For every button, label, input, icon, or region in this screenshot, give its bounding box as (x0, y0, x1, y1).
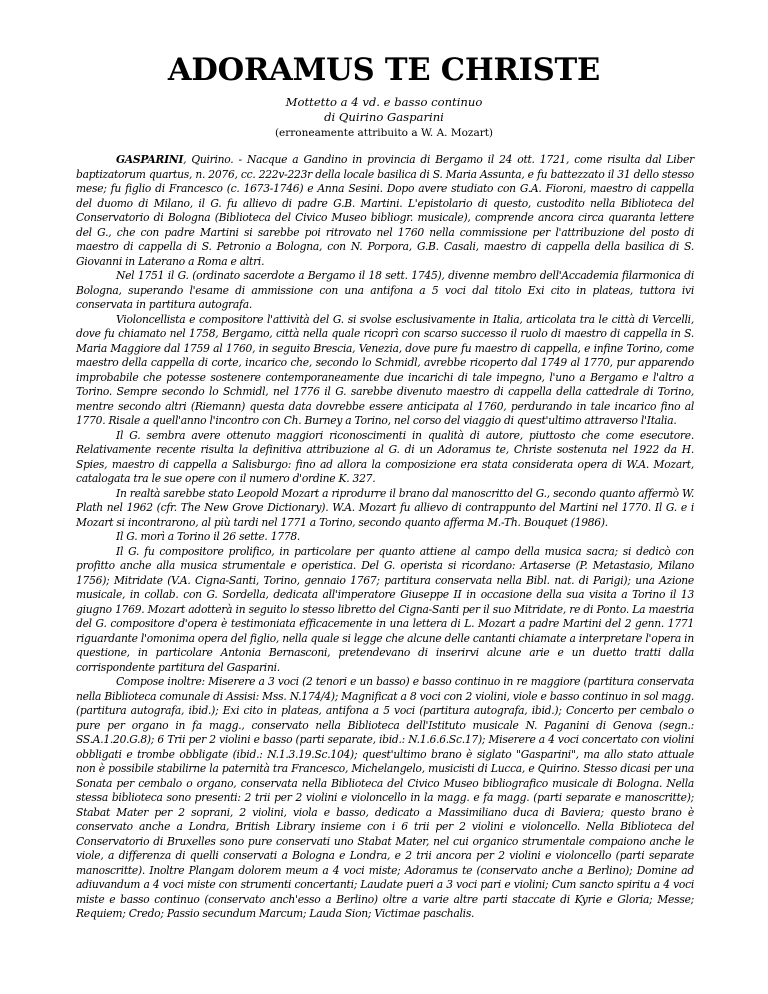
paragraph-4: Il G. sembra avere ottenuto maggiori riconoscimenti in qualità di autore, piuttosto che come esecutore. Relativamente recente risulta la definitiva attribuzione al G. di un Adoramus te, Christe sostenuta nel 1922 da H. Spies, maestro di cappella a Salisburgo: fino ad allora la composizione era stata considerata opera di W.A. Mozart, catalogata tra le sue opere con il numero d'ordine K. 327. (76, 428, 694, 485)
paragraph-5: In realtà sarebbe stato Leopold Mozart a riprodurre il brano dal manoscritto del G., secondo quanto affermò W. Plath nel 1962 (cfr. The New Grove Dictionary). W.A. Mozart fu allievo di contrappunto del Martini nel 1770. Il G. e i Mozart si incontrarono, al più tardi nel 1771 a Torino, secondo quanto afferma M.-Th. Bouquet (1986). (76, 486, 694, 529)
paragraph-1 (76, 153, 694, 269)
paragraph-2: Nel 1751 il G. (ordinato sacerdote a Bergamo il 18 sett. 1745), divenne membro dell'Accademia filarmonica di Bologna, superando l'esame di ammissione con una antifona a 5 voci dal titolo Exi cito in plateas, tuttora ivi conservata in partitura autografa. (76, 269, 694, 311)
document-title: ADORAMUS TE CHRISTE (167, 52, 601, 88)
paragraph-8: Compose inoltre: Miserere a 3 voci (2 tenori e un basso) e basso continuo in re maggiore (partitura conservata nella Biblioteca comunale di Assisi: Mss. N.174/4); Magnificat a 8 voci con 2 violini, viole e basso continuo in sol magg. (partitura autografa, ibid.); Exi cito in plateas, antifona a 5 voci (partitura autografa, ibid.); Concerto per cembalo o pure per organo in fa magg., conservato nella Biblioteca dell'Istituto musicale N. Paganini di Genova (segn.: SS.A.1.20.G.8); 6 Trii per 2 violini e basso (parti separate, ibid.: N.1.6.6.Sc.17); Miserere a 4 voci concertato con violini obbligati e trombe obbligate (ibid.: N.1.3.19.Sc.104); quest'ultimo brano è siglato "Gasparini", ma allo stato attuale non è possibile stabilirne la paternità tra Francesco, Michelangelo, musicisti di Lucca, e Quirino. Stesso dicasi per una Sonata per cembalo o organo, conservata nella Biblioteca del Civico Museo bibliografico musicale di Bologna. Nella stessa biblioteca sono presenti: 2 trii per 2 violini e violoncello in la magg. e fa magg. (parti separate e manoscritte); Stabat Mater per 2 soprani, 2 violini, viola e basso, dedicato a Massimiliano duca di Baviera; questo brano è conservato anche a Londra, British Library insieme con i 6 trii per 2 violini e violoncello. Nella Biblioteca del Conservatorio di Bruxelles sono pure conservati uno Stabat Mater, nel cui organico strumentale compaiono anche le viole, a differenza di quelli conservati a Bologna e Londra, e 2 trii ancora per 2 violini e violoncello (parti separate manoscritte). Inoltre Plangam dolorem meum a 4 voci miste; Adoramus te (conservato anche a Berlino); Domine ad adiuvandum a 4 voci miste con strumenti concertanti; Laudate pueri a 3 voci pari e violini; Cum sancto spiritu a 4 voci miste e basso continuo (conservato anch'esso a Berlino) oltre a varie altre parti staccate di Kyrie e Gloria; Messe; Requiem; Credo; Passio secundum Marcum; Lauda Sion; Victimae paschalis. (76, 675, 694, 920)
paragraph-7: Il G. fu compositore prolifico, in particolare per quanto attiene al campo della musica sacra; si dedicò con profitto anche alla musica strumentale e operistica. Del G. operista si ricordano: Artaserse (P. Metastasio, Milano 1756); Mitridate (V.A. Cigna-Santi, Torino, gennaio 1767; partitura conservata nella Bibl. nat. di Parigi); una Azione musicale, in collab. con G. Sordella, dedicata all'imperatore Giuseppe II in occasione della sua visita a Torino il 13 giugno 1769. Mozart adotterà in seguito lo stesso libretto del Cigna-Santi per il suo Mitridate, re di Ponto. La maestria del G. compositore d'opera è testimoniata efficacemente in una lettera di L. Mozart a padre Martini del 2 genn. 1771 riguardante l'omonima opera del figlio, nella quale si legge che alcune delle cantanti chiamate a interpretare l'opera in questione, in particolare Antonia Bernasconi, pretendevano di inserirvi alcune arie e un duetto tratti dalla corrispondente partitura del Gasparini. (76, 544, 694, 674)
paragraph-3: Violoncellista e compositore l'attività del G. si svolse esclusivamente in Italia, articolata tra le città di Vercelli, dove fu chiamato nel 1758, Bergamo, città nella quale ricoprì con scarso successo il ruolo di maestro di cappella in S. Maria Maggiore dal 1759 al 1760, in seguito Brescia, Venezia, dove pure fu maestro di cappella, e infine Torino, come maestro della cappella di corte, incarico che, secondo lo Schmidl, avrebbe ricoperto dal 1749 al 1770, pur apparendo improbabile che potesse sostenere contemporaneamente due incarichi di tale impegno, l'uno a Bergamo e l'altro a Torino. Sempre secondo lo Schmidl, nel 1776 il G. sarebbe divenuto maestro di cappella della cattedrale di Torino, mentre secondo altri (Riemann) questa data dovrebbe essere anticipata al 1760, perdurando in tale incarico fino al 1770. Risale a quell'anno l'incontro con Ch. Burney a Torino, nel corso del viaggio di quest'ultimo attraverso l'Italia. (76, 312, 694, 427)
subtitle-attribution-note: (erroneamente attribuito a W. A. Mozart) (274, 127, 494, 139)
biography-text (76, 153, 694, 922)
paragraph-6: Il G. morì a Torino il 26 sette. 1778. (116, 530, 301, 543)
paragraph-1-text: , Quirino. - Nacque a Gandino in provincia di Bergamo il 24 ott. 1721, come risulta dal Liber baptizatorum quartus, n. 2076, cc. 222v-223r della locale basilica di S. Maria Assunta, e fu battezzato il 31 dello stesso mese; fu figlio di Francesco (c. 1673-1746) e Anna Sesini. Dopo avere studiato con G.A. Fioroni, maestro di cappella del duomo di Milano, il G. fu allievo di padre G.B. Martini. L'epistolario di questo, custodito nella Biblioteca del Conservatorio di Bologna (Biblioteca del Civico Museo bibliogr. musicale), comprende ancora circa quaranta lettere del G., che con padre Martini si sarebbe poi ritrovato nel 1760 nella commissione per l'attribuzione del posto di maestro di cappella di S. Petronio a Bologna, con N. Porpora, G.B. Casali, maestro di cappella della basilica di S. Giovanni in Laterano a Roma e altri. (76, 153, 694, 268)
subtitle-composer: di Quirino Gasparini (324, 110, 444, 124)
subtitle-genre: Mottetto a 4 vd. e basso continuo (285, 95, 483, 109)
author-name: GASPARINI (116, 153, 184, 166)
